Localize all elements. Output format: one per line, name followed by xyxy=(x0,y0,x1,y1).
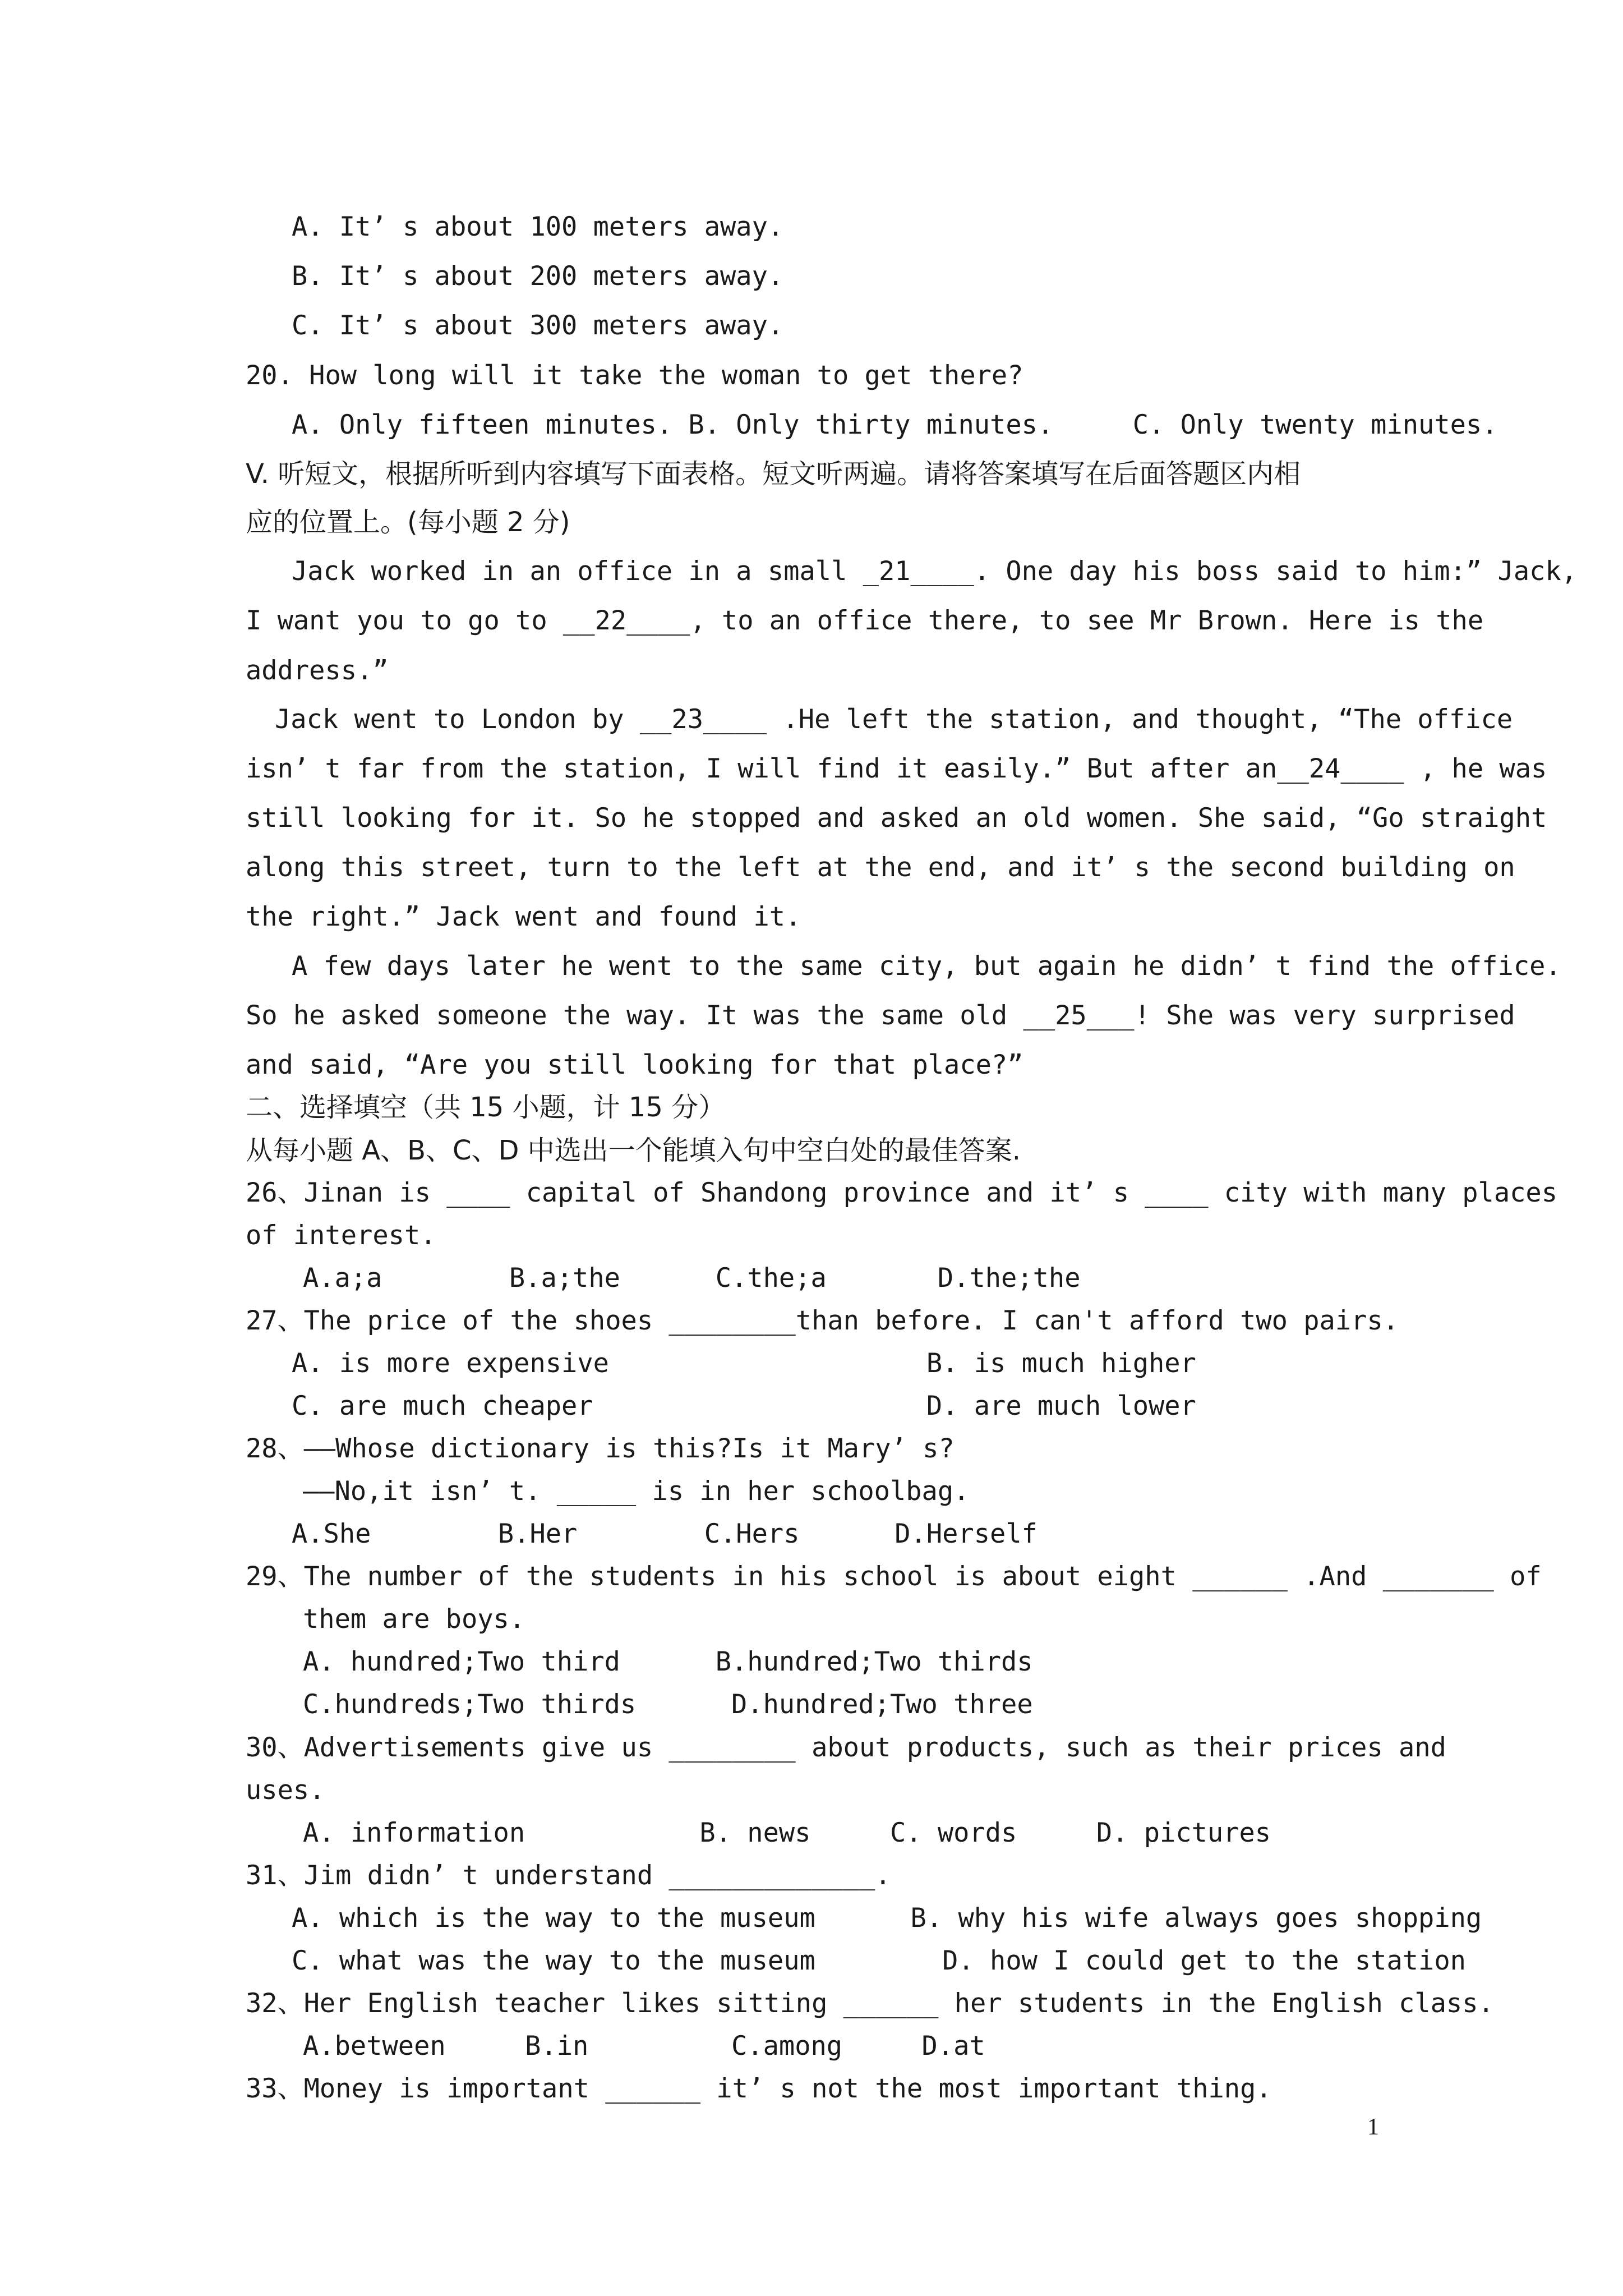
passage-line: Jack worked in an office in a small _21____. One day his boss said to him:” Jack, xyxy=(292,556,1578,587)
passage-line: still looking for it. So he stopped and asked an old women. She said, “Go straight xyxy=(246,803,1547,834)
heading-cn-line: 应的位置上。(每小题 2 分) xyxy=(246,507,570,538)
option-line: C. what was the way to the museum D. how I could get to the station xyxy=(292,1945,1466,1976)
passage-line: address.” xyxy=(246,655,389,686)
page-number: 1 xyxy=(1367,2114,1379,2140)
heading-cn-line: V. 听短文，根据所听到内容填写下面表格。短文听两遍。请将答案填写在后面答题区内相 xyxy=(246,458,1301,490)
heading-cn-line: 二、选择填空（共 15 小题，计 15 分） xyxy=(246,1092,726,1123)
option-line: A. Only fifteen minutes. B. Only thirty minutes. C. Only twenty minutes. xyxy=(292,409,1498,440)
heading-cn-line: 从每小题 A、B、C、D 中选出一个能填入句中空白处的最佳答案. xyxy=(246,1135,1021,1166)
option-line: ——No,it isn’ t. _____ is in her schoolbag. xyxy=(303,1476,970,1507)
question-line: 33、Money is important ______ it’ s not the most important thing. xyxy=(246,2073,1272,2104)
option-line: A. information B. news C. words D. pictures xyxy=(303,1818,1271,1848)
question-line: 26、Jinan is ____ capital of Shandong province and it’ s ____ city with many places xyxy=(246,1177,1558,1208)
option-line: A.She B.Her C.Hers D.Herself xyxy=(292,1519,1038,1549)
question-line: 30、Advertisements give us ________ about products, such as their prices and xyxy=(246,1732,1446,1763)
option-line: A. hundred;Two third B.hundred;Two thirds xyxy=(303,1646,1033,1677)
passage-line: along this street, turn to the left at the end, and it’ s the second building on xyxy=(246,852,1515,883)
passage-line: and said, “Are you still looking for that place?” xyxy=(246,1050,1023,1080)
option-line: A.between B.in C.among D.at xyxy=(303,2031,985,2062)
question-line: of interest. xyxy=(246,1220,436,1251)
question-line: them are boys. xyxy=(303,1604,525,1635)
question-line: uses. xyxy=(246,1775,325,1806)
passage-line: Jack went to London by __23____ .He left the station, and thought, “The office xyxy=(275,704,1513,735)
question-line: 29、The number of the students in his school is about eight ______ .And _______ of xyxy=(246,1561,1542,1592)
passage-line: the right.” Jack went and found it. xyxy=(246,901,801,932)
option-line: C. are much cheaper D. are much lower xyxy=(292,1391,1196,1421)
option-line: C.hundreds;Two thirds D.hundred;Two three xyxy=(303,1689,1033,1720)
passage-line: So he asked someone the way. It was the same old __25___! She was very surprised xyxy=(246,1000,1515,1031)
question-line: 28、——Whose dictionary is this?Is it Mary’ s? xyxy=(246,1433,955,1464)
passage-line: isn’ t far from the station, I will find it easily.” But after an__24____ , he was xyxy=(246,753,1547,784)
question-line: 20. How long will it take the woman to get there? xyxy=(246,360,1023,391)
option-line: A. It’ s about 100 meters away. xyxy=(292,211,784,242)
question-line: 27、The price of the shoes ________than before. I can't afford two pairs. xyxy=(246,1305,1399,1336)
question-line: 31、Jim didn’ t understand _____________. xyxy=(246,1860,891,1891)
option-line: A. is more expensive B. is much higher xyxy=(292,1348,1196,1379)
option-line: C. It’ s about 300 meters away. xyxy=(292,310,784,341)
option-line: B. It’ s about 200 meters away. xyxy=(292,261,784,292)
passage-line: I want you to go to __22____, to an office there, to see Mr Brown. Here is the xyxy=(246,605,1484,636)
question-line: 32、Her English teacher likes sitting ______ her students in the English class. xyxy=(246,1988,1494,2019)
option-line: A. which is the way to the museum B. why his wife always goes shopping xyxy=(292,1903,1482,1934)
option-line: A.a;a B.a;the C.the;a D.the;the xyxy=(303,1263,1081,1294)
passage-line: A few days later he went to the same city, but again he didn’ t find the office. xyxy=(292,951,1561,982)
